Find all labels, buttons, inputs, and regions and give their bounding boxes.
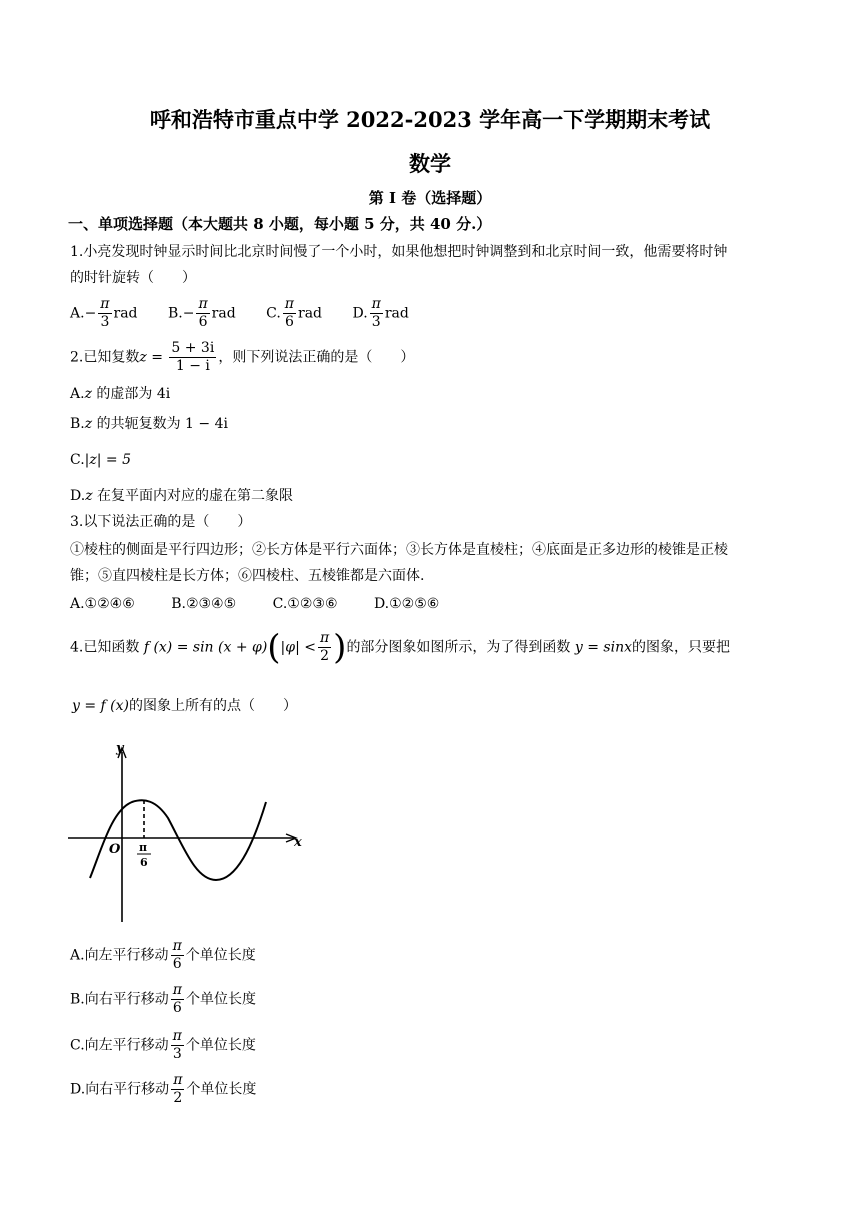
q2-option-d[interactable]: D.z 在复平面内对应的虚在第二象限 xyxy=(70,488,294,504)
volume-heading: 第 I 卷（选择题） xyxy=(368,189,492,207)
q3-stem: 3.以下说法正确的是（ ） xyxy=(70,514,252,530)
exam-title: 呼和浩特市重点中学 2022-2023 学年高一下学期期末考试 xyxy=(149,107,711,132)
tick-numerator: π xyxy=(139,841,148,854)
tick-denominator: 6 xyxy=(140,856,148,869)
q1-option-b[interactable]: B.− $\frac{\pi}{6}$ rad xyxy=(167,296,236,330)
q3-option-d[interactable]: D.①②⑤⑥ xyxy=(373,596,440,612)
q4-option-c[interactable]: C.向左平行移动 $\frac{\pi}{3}$ 个单位长度 xyxy=(70,1028,256,1062)
q4-function-graph xyxy=(60,738,310,924)
q1-options xyxy=(70,296,435,331)
subject-title: 数学 xyxy=(409,151,451,176)
x-axis-label: x xyxy=(294,835,302,850)
q2-option-a[interactable]: A.z 的虚部为 4i xyxy=(70,386,171,402)
q3-option-a[interactable]: A.①②④⑥ xyxy=(70,596,135,612)
q3-option-b[interactable]: B.②③④⑤ xyxy=(171,596,237,612)
q1-stem-line1: 1.小亮发现时钟显示时间比北京时间慢了一个小时，如果他想把时钟调整到和北京时间一致，他需要将时钟 xyxy=(70,244,728,260)
sine-curve xyxy=(90,800,266,880)
q3-options xyxy=(70,594,465,614)
y-axis-label: y xyxy=(116,741,124,756)
section-heading: 一、单项选择题（本大题共 8 小题，每小题 5 分，共 40 分.） xyxy=(68,215,492,233)
q4-option-a[interactable]: A.向左平行移动 $\frac{\pi}{6}$ 个单位长度 xyxy=(70,938,256,972)
q3-statements-line1: ①棱柱的侧面是平行四边形；②长方体是平行六面体；③长方体是直棱柱；④底面是正多边形的棱锥是正棱 xyxy=(70,542,728,558)
q4-option-b[interactable]: B.向右平行移动 $\frac{\pi}{6}$ 个单位长度 xyxy=(70,982,256,1016)
q1-option-c[interactable]: C. $\frac{\pi}{6}$ rad xyxy=(266,296,323,330)
origin-label: O xyxy=(109,842,121,857)
q2-option-c[interactable]: C.|z| = 5 xyxy=(70,452,132,468)
q1-option-a[interactable]: A.− $\frac{\pi}{3}$ rad xyxy=(70,296,138,330)
q1-option-d[interactable]: D. $\frac{\pi}{3}$ rad xyxy=(352,296,409,330)
q1-stem-line2: 的时针旋转（ ） xyxy=(70,270,196,286)
q4-stem: 4.已知函数 f (x) = sin (x + φ)(|φ| < $\frac{\pi}{2}$ )的部分图象如图所示，为了得到函数 y = sinx的图象，只要把 xyxy=(70,627,731,668)
q2-stem: 2.已知复数z = $\frac{5 + 3i}{1 - i}$ ，则下列说法正确的是（ ） xyxy=(70,340,415,374)
q3-option-c[interactable]: C.①②③⑥ xyxy=(272,596,338,612)
q2-option-b[interactable]: B.z 的共轭复数为 1 − 4i xyxy=(70,416,228,432)
q4-stem-line2: y = f (x)的图象上所有的点（ ） xyxy=(72,698,297,714)
q3-statements-line2: 锥；⑤直四棱柱是长方体；⑥四棱柱、五棱锥都是六面体. xyxy=(70,568,425,584)
q4-option-d[interactable]: D.向右平行移动 $\frac{\pi}{2}$ 个单位长度 xyxy=(70,1072,257,1106)
